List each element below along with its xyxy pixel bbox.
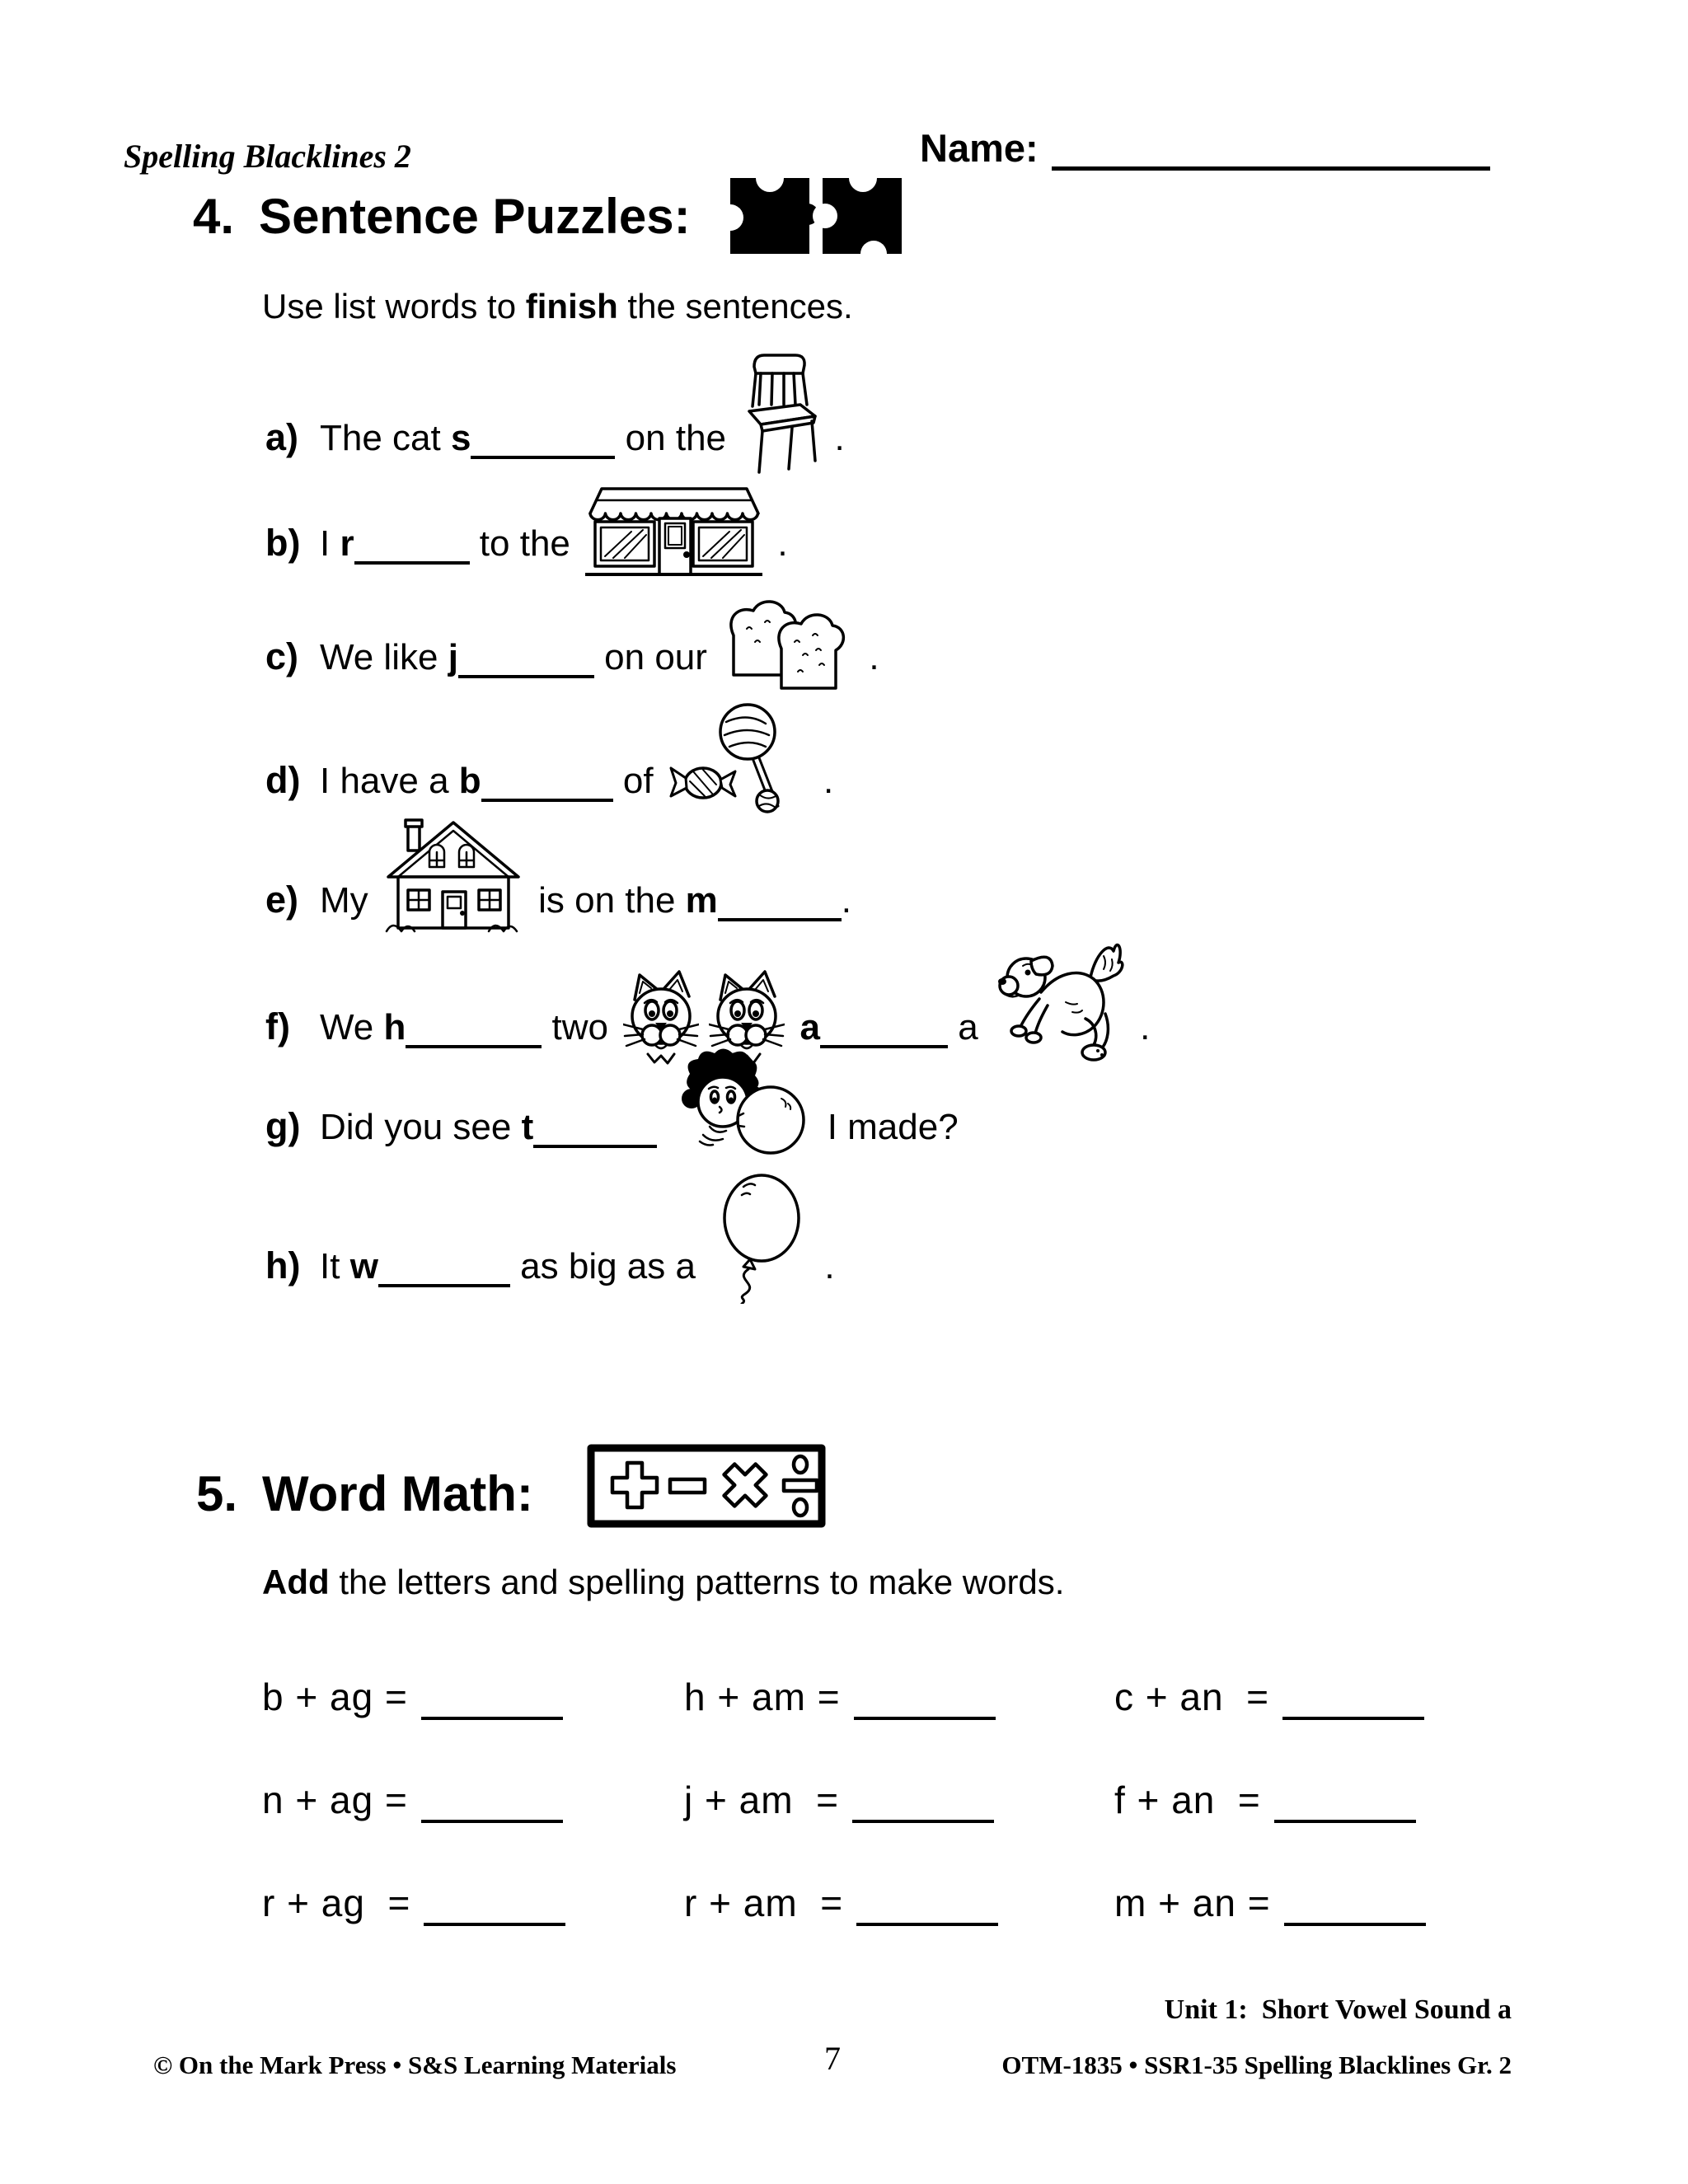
equation-answer-blank <box>1274 1795 1416 1823</box>
dog-image <box>993 926 1125 1065</box>
word-math-grid <box>262 1655 1515 1964</box>
footer-unit-title: Unit 1: Short Vowel Sound a <box>1164 1994 1512 2025</box>
equation <box>684 1861 1114 1964</box>
booklet-title: Spelling Blacklines 2 <box>124 138 411 175</box>
sentence-text: Did you see <box>320 1107 522 1147</box>
puzzle-pieces-icon <box>729 173 903 257</box>
equation-expression: r + am = <box>684 1882 844 1924</box>
section4-heading <box>193 188 691 245</box>
item-label: e) <box>265 879 299 921</box>
sentence-text: . <box>767 523 788 564</box>
sentence-item-c <box>265 585 879 695</box>
sentence-item-h <box>265 1167 835 1304</box>
section5-instructions <box>262 1563 1064 1602</box>
sentence-text: We like <box>320 637 448 677</box>
equation <box>684 1758 1114 1861</box>
section4-title: Sentence Puzzles: <box>259 189 691 244</box>
candy-image <box>668 699 809 818</box>
sentence-text: We <box>320 1007 384 1047</box>
balloon-image <box>710 1170 809 1304</box>
sentence-text: two <box>542 1007 619 1047</box>
equation-answer-blank <box>424 1898 565 1926</box>
sentence-bold-letter: b <box>458 761 481 801</box>
sentence-text: . <box>813 761 834 801</box>
blank-line <box>718 893 842 921</box>
sentence-text: the letters and spelling patterns to make words. <box>329 1563 1065 1601</box>
sentence-bold-letter: j <box>448 637 458 677</box>
section5-number: 5. <box>196 1466 238 1521</box>
equation-expression: f + an = <box>1114 1779 1261 1821</box>
blank-line <box>354 537 470 565</box>
equation-answer-blank <box>421 1795 563 1823</box>
footer-copyright: © On the Mark Press • S&S Learning Materials <box>153 2050 677 2079</box>
equation-answer-blank <box>421 1692 563 1720</box>
sentence-bold-letter: s <box>450 418 471 458</box>
item-label: d) <box>265 759 301 801</box>
name-label: Name: <box>920 126 1039 170</box>
item-label: a) <box>265 416 299 458</box>
sentence-text: a <box>947 1007 988 1047</box>
equation-answer-blank <box>1282 1692 1424 1720</box>
sentence-text: as big as a <box>509 1246 706 1286</box>
equation-expression: h + am = <box>684 1675 841 1718</box>
name-row <box>920 125 1490 171</box>
footer-product-code: OTM-1835 • SSR1-35 Spelling Blacklines Gr. 2 <box>1001 2050 1512 2079</box>
store-image <box>585 480 762 581</box>
sentence-text: It <box>320 1246 350 1286</box>
section5-title: Word Math: <box>262 1466 533 1521</box>
sentence-item-d <box>265 695 833 818</box>
sentence-bold-letter: t <box>521 1107 534 1147</box>
sentence-bold-letter: Add <box>262 1563 330 1601</box>
sentence-text: . <box>814 1246 835 1286</box>
sentence-text: on our <box>593 637 718 677</box>
sentence-text: . <box>841 880 852 921</box>
sentence-text: The cat <box>320 418 451 458</box>
chair-image <box>741 352 819 476</box>
item-label: b) <box>265 522 301 564</box>
equation-expression: b + ag = <box>262 1675 408 1718</box>
sentence-item-b <box>265 476 788 581</box>
sentence-text: is on the <box>528 880 686 921</box>
sentence-bold-letter: finish <box>525 287 618 326</box>
equation-expression: m + an = <box>1114 1882 1271 1924</box>
sentence-text: Use list words to <box>262 287 526 326</box>
sentence-item-g <box>265 1043 959 1165</box>
house-image <box>383 816 523 938</box>
section4-instructions <box>262 287 853 326</box>
sentence-text: of <box>612 761 663 801</box>
sentence-text: . <box>859 637 879 677</box>
sentence-text: I made? <box>817 1107 959 1147</box>
item-label: h) <box>265 1244 301 1286</box>
equation <box>684 1655 1114 1758</box>
blank-line <box>481 774 613 802</box>
equation <box>262 1861 684 1964</box>
sentence-text: on the <box>615 418 737 458</box>
equation <box>1114 1655 1515 1758</box>
blank-line <box>458 650 594 678</box>
sentence-text: I have a <box>320 761 459 801</box>
sentence-text: I <box>320 523 340 564</box>
footer-page-number: 7 <box>824 2040 841 2077</box>
section5-heading <box>196 1465 533 1522</box>
equation-answer-blank <box>852 1795 994 1823</box>
sentence-bold-letter: h <box>383 1007 406 1047</box>
name-blank-line <box>1052 129 1490 171</box>
blank-line <box>533 1120 657 1148</box>
sentence-bold-letter: w <box>349 1246 378 1286</box>
equation-expression: j + am = <box>684 1779 839 1821</box>
sentence-text: . <box>1129 1007 1151 1047</box>
sentence-text: . <box>824 418 845 458</box>
sentence-text: My <box>320 880 378 921</box>
blank-line <box>378 1259 510 1287</box>
equation <box>262 1655 684 1758</box>
boy-image <box>672 1047 812 1165</box>
equation-answer-blank <box>856 1898 998 1926</box>
sentence-text <box>790 1007 799 1048</box>
blank-line <box>471 431 615 459</box>
sentence-text <box>657 1107 667 1148</box>
equation <box>262 1758 684 1861</box>
item-label: f) <box>265 1005 290 1047</box>
equation-answer-blank <box>1284 1898 1426 1926</box>
math-operations-icon <box>587 1444 826 1528</box>
item-label: g) <box>265 1105 301 1147</box>
sentence-bold-letter: a <box>799 1007 820 1047</box>
equation <box>1114 1758 1515 1861</box>
sentence-item-a <box>265 346 845 476</box>
sentence-bold-letter: r <box>340 523 354 564</box>
sentence-item-e <box>265 813 851 938</box>
equation-expression: n + ag = <box>262 1779 408 1821</box>
equation-expression: c + an = <box>1114 1675 1270 1718</box>
item-label: c) <box>265 635 299 677</box>
bread-image <box>722 589 854 695</box>
sentence-bold-letter: m <box>685 880 718 921</box>
equation <box>1114 1861 1515 1964</box>
equation-expression: r + ag = <box>262 1882 411 1924</box>
equation-answer-blank <box>854 1692 996 1720</box>
sentence-text: the sentences. <box>617 287 853 326</box>
sentence-text: to the <box>469 523 581 564</box>
section4-number: 4. <box>193 189 235 244</box>
